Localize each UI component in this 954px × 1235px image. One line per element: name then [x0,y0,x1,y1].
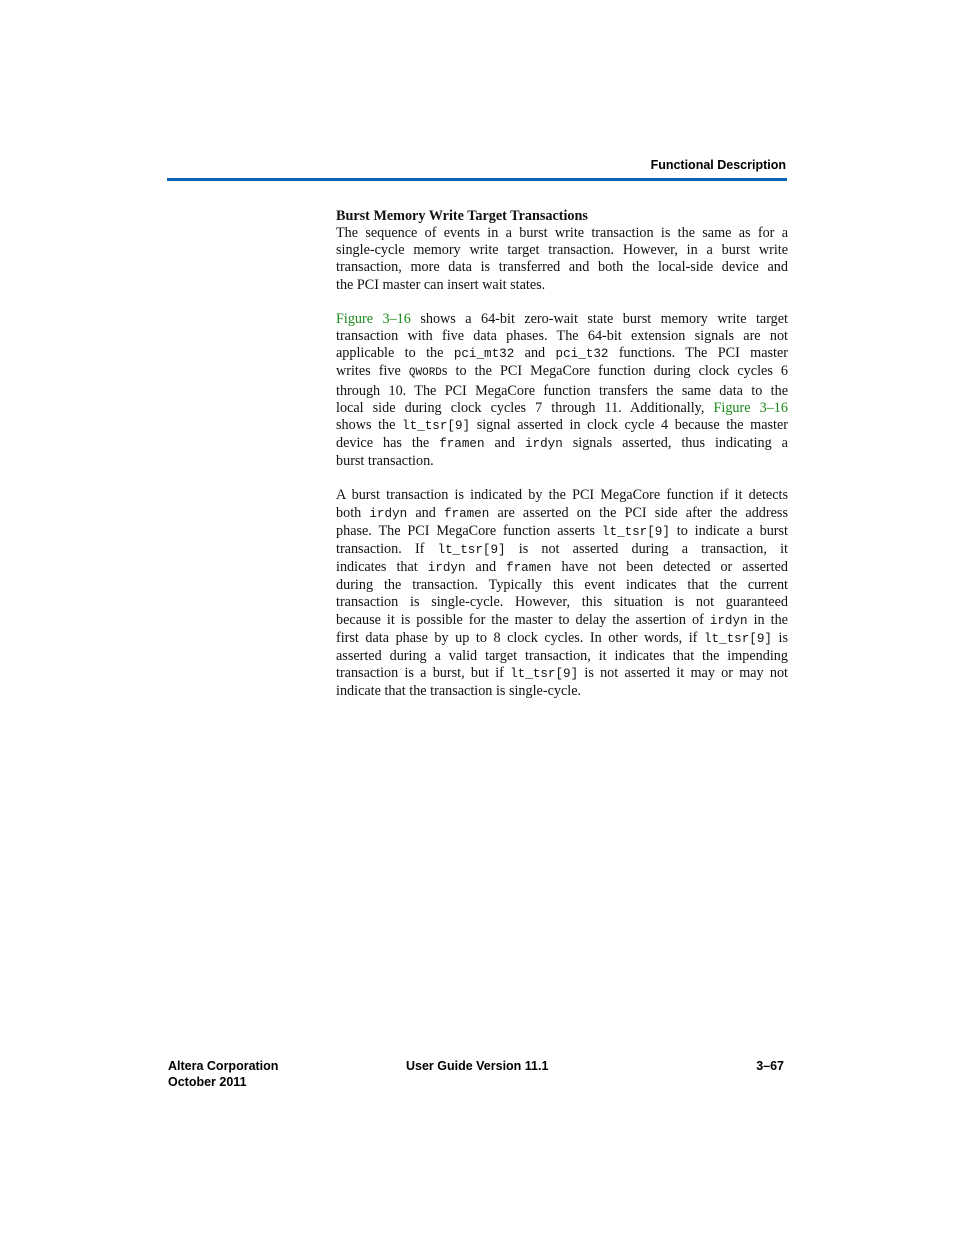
figure-reference-link[interactable]: Figure 3–16 [713,399,788,416]
code-framen: framen [506,561,552,576]
text-line: device has the framen and irdyn signals asserted, thus indicating a [336,435,788,452]
text-line: the PCI master can insert wait states. [336,276,546,293]
footer-company: Altera Corporation [168,1059,279,1073]
text-line: through 10. The PCI MegaCore function transfers the same data to the [336,382,788,399]
text-line: A burst transaction is indicated by the PCI MegaCore function if it detects [336,487,788,504]
code-irdyn: irdyn [709,613,748,628]
text-line: transaction is a burst, but if lt_tsr[9] is not asserted it may or may not [336,665,788,682]
text-line: both irdyn and framen are asserted on the PCI side after the address [336,504,788,521]
header-rule [167,178,787,181]
footer-left [168,1059,278,1090]
code-lt-tsr: lt_tsr[9] [437,542,506,557]
text-line: burst transaction. [336,453,434,470]
paragraph-2 [336,311,788,470]
text-line: indicates that irdyn and framen have not been detected or asserted [336,559,788,576]
code-lt-tsr: lt_tsr[9] [703,631,772,646]
text-line: asserted during a valid target transaction, it indicates that the impending [336,647,788,664]
text-line: during the transaction. Typically this event indicates that the current [336,577,788,594]
footer-date: October 2011 [168,1074,247,1089]
paragraph-1 [336,225,788,294]
text-line: transaction is single-cycle. However, this situation is not guaranteed [336,594,788,611]
code-irdyn: irdyn [524,437,563,452]
footer-page-number: 3–67 [756,1059,784,1073]
text-line: applicable to the pci_mt32 and pci_t32 functions. The PCI master [336,345,788,362]
text-line: first data phase by up to 8 clock cycles. In other words, if lt_tsr[9] is [336,629,788,646]
text-line: transaction. If lt_tsr[9] is not asserted during a transaction, it [336,540,788,557]
text-line: transaction, more data is transferred and both the local-side device and [336,259,788,276]
text-line: writes five QWORDs to the PCI MegaCore function during clock cycles 6 [336,363,789,380]
footer-guide-version: User Guide Version 11.1 [406,1059,549,1073]
text-line: shows the lt_tsr[9] signal asserted in clock cycle 4 because the master [336,416,788,433]
code-lt-tsr: lt_tsr[9] [402,418,471,433]
section-heading: Burst Memory Write Target Transactions [336,208,588,224]
running-header-title: Functional Description [650,158,786,172]
code-irdyn: irdyn [427,561,466,576]
code-qword: QWORD [408,367,442,380]
text-line: transaction with five data phases. The 64-bit extension signals are not [336,328,788,345]
text-line: local side during clock cycles 7 through 11. Additionally, Figure 3–16 [336,399,788,416]
text-line: indicate that the transaction is single-cycle. [336,683,582,700]
code-irdyn: irdyn [369,506,408,521]
paragraph-3 [336,487,788,700]
code-pci-mt32: pci_mt32 [453,347,515,362]
text-line: phase. The PCI MegaCore function asserts lt_tsr[9] to indicate a burst [336,522,788,539]
code-pci-t32: pci_t32 [555,347,609,362]
code-framen: framen [443,506,490,521]
code-lt-tsr: lt_tsr[9] [510,667,579,682]
text-line: because it is possible for the master to delay the assertion of irdyn in the [336,611,788,628]
text-line: The sequence of events in a burst write transaction is the same as for a [336,225,788,242]
figure-reference-link[interactable]: Figure 3–16 [336,310,411,327]
text-line: Figure 3–16 shows a 64-bit zero-wait state burst memory write target [336,310,788,327]
main-content [336,208,788,717]
code-lt-tsr: lt_tsr[9] [601,524,670,539]
code-framen: framen [439,437,485,452]
text-line: single-cycle memory write target transaction. However, in a burst write [336,242,788,259]
